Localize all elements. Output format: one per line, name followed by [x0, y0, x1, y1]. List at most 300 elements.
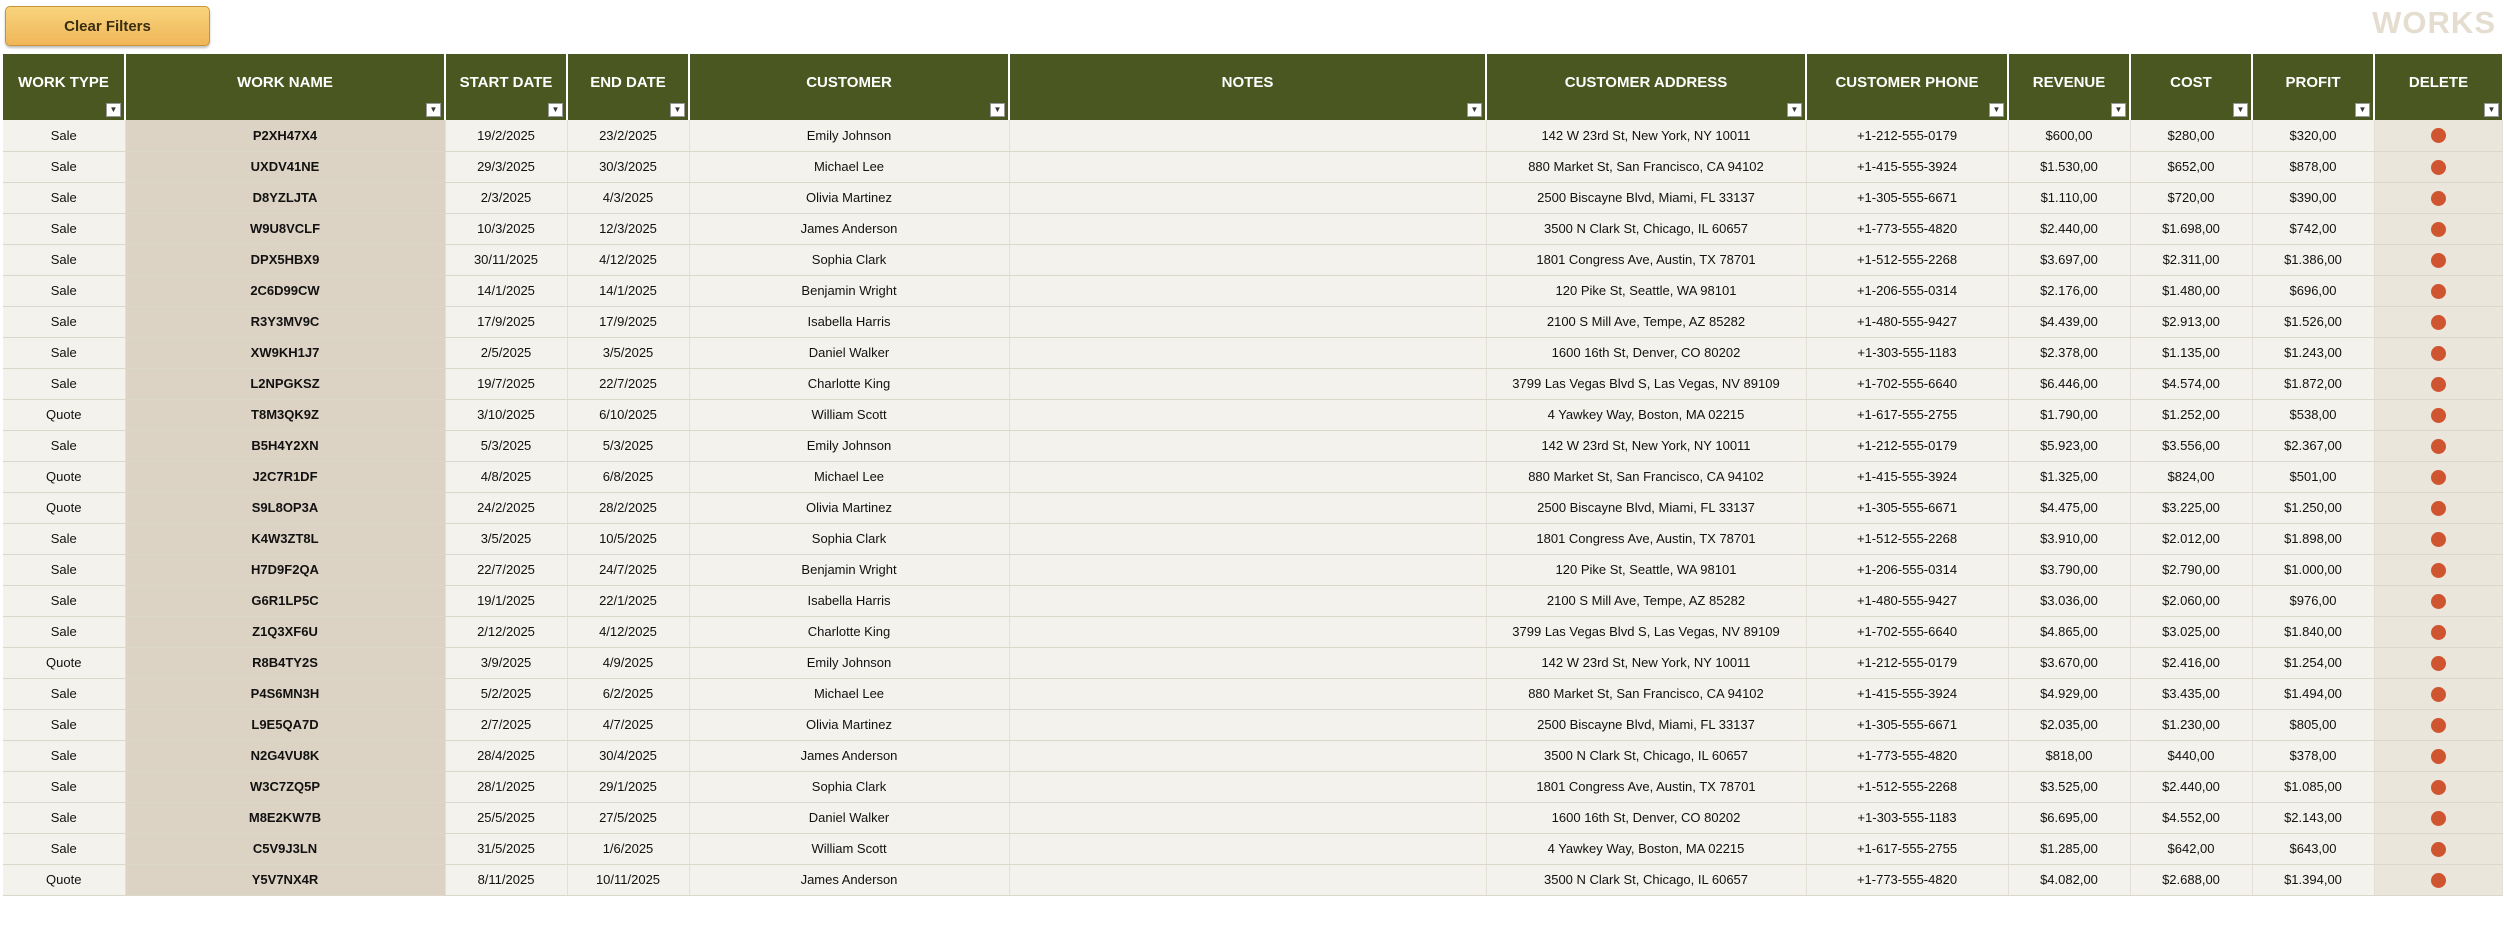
notes-cell[interactable]	[1009, 833, 1486, 864]
customer-cell[interactable]: Charlotte King	[689, 368, 1009, 399]
notes-cell[interactable]	[1009, 213, 1486, 244]
customer-phone-cell[interactable]: +1-415-555-3924	[1806, 151, 2008, 182]
revenue-cell[interactable]: $3.525,00	[2008, 771, 2130, 802]
notes-cell[interactable]	[1009, 616, 1486, 647]
cost-cell[interactable]: $2.688,00	[2130, 864, 2252, 895]
profit-cell[interactable]: $1.243,00	[2252, 337, 2374, 368]
customer-address-cell[interactable]: 1600 16th St, Denver, CO 80202	[1486, 802, 1806, 833]
customer-address-cell[interactable]: 2500 Biscayne Blvd, Miami, FL 33137	[1486, 492, 1806, 523]
customer-cell[interactable]: Daniel Walker	[689, 337, 1009, 368]
end-date-cell[interactable]: 3/5/2025	[567, 337, 689, 368]
profit-cell[interactable]: $2.367,00	[2252, 430, 2374, 461]
customer-cell[interactable]: Benjamin Wright	[689, 554, 1009, 585]
customer-cell[interactable]: Isabella Harris	[689, 585, 1009, 616]
delete-circle-icon[interactable]	[2431, 128, 2446, 143]
work-name-cell[interactable]: W9U8VCLF	[125, 213, 445, 244]
revenue-cell[interactable]: $600,00	[2008, 120, 2130, 151]
customer-phone-cell[interactable]: +1-212-555-0179	[1806, 120, 2008, 151]
customer-cell[interactable]: Michael Lee	[689, 461, 1009, 492]
dropdown-arrow-icon[interactable]: ▼	[2111, 103, 2126, 117]
table-row[interactable]	[3, 740, 2502, 771]
table-row[interactable]	[3, 802, 2502, 833]
table-row[interactable]	[3, 678, 2502, 709]
cost-cell[interactable]: $642,00	[2130, 833, 2252, 864]
cost-cell[interactable]: $2.416,00	[2130, 647, 2252, 678]
end-date-cell[interactable]: 24/7/2025	[567, 554, 689, 585]
end-date-cell[interactable]: 4/12/2025	[567, 616, 689, 647]
customer-address-cell[interactable]: 1600 16th St, Denver, CO 80202	[1486, 337, 1806, 368]
profit-cell[interactable]: $976,00	[2252, 585, 2374, 616]
dropdown-arrow-icon[interactable]: ▼	[1989, 103, 2004, 117]
revenue-cell[interactable]: $6.695,00	[2008, 802, 2130, 833]
revenue-cell[interactable]: $1.530,00	[2008, 151, 2130, 182]
customer-cell[interactable]: Emily Johnson	[689, 430, 1009, 461]
dropdown-arrow-icon[interactable]: ▼	[1787, 103, 1802, 117]
start-date-cell[interactable]: 10/3/2025	[445, 213, 567, 244]
end-date-cell[interactable]: 6/2/2025	[567, 678, 689, 709]
delete-circle-icon[interactable]	[2431, 191, 2446, 206]
start-date-cell[interactable]: 2/12/2025	[445, 616, 567, 647]
profit-cell[interactable]: $1.386,00	[2252, 244, 2374, 275]
end-date-cell[interactable]: 22/7/2025	[567, 368, 689, 399]
cost-cell[interactable]: $3.556,00	[2130, 430, 2252, 461]
revenue-cell[interactable]: $6.446,00	[2008, 368, 2130, 399]
customer-address-cell[interactable]: 3500 N Clark St, Chicago, IL 60657	[1486, 864, 1806, 895]
work-type-cell[interactable]: Sale	[3, 554, 125, 585]
work-name-cell[interactable]: UXDV41NE	[125, 151, 445, 182]
delete-circle-icon[interactable]	[2431, 439, 2446, 454]
profit-cell[interactable]: $696,00	[2252, 275, 2374, 306]
delete-circle-icon[interactable]	[2431, 315, 2446, 330]
notes-cell[interactable]	[1009, 740, 1486, 771]
customer-cell[interactable]: James Anderson	[689, 213, 1009, 244]
customer-address-cell[interactable]: 1801 Congress Ave, Austin, TX 78701	[1486, 771, 1806, 802]
table-row[interactable]	[3, 368, 2502, 399]
notes-cell[interactable]	[1009, 771, 1486, 802]
customer-cell[interactable]: Michael Lee	[689, 678, 1009, 709]
customer-cell[interactable]: William Scott	[689, 833, 1009, 864]
customer-phone-cell[interactable]: +1-212-555-0179	[1806, 430, 2008, 461]
work-name-cell[interactable]: L2NPGKSZ	[125, 368, 445, 399]
revenue-cell[interactable]: $5.923,00	[2008, 430, 2130, 461]
customer-cell[interactable]: William Scott	[689, 399, 1009, 430]
end-date-cell[interactable]: 10/11/2025	[567, 864, 689, 895]
delete-circle-icon[interactable]	[2431, 873, 2446, 888]
table-row[interactable]	[3, 275, 2502, 306]
cost-cell[interactable]: $2.440,00	[2130, 771, 2252, 802]
notes-cell[interactable]	[1009, 337, 1486, 368]
table-row[interactable]	[3, 399, 2502, 430]
cost-cell[interactable]: $440,00	[2130, 740, 2252, 771]
delete-circle-icon[interactable]	[2431, 656, 2446, 671]
table-row[interactable]	[3, 616, 2502, 647]
customer-cell[interactable]: Sophia Clark	[689, 523, 1009, 554]
table-row[interactable]	[3, 647, 2502, 678]
revenue-cell[interactable]: $1.790,00	[2008, 399, 2130, 430]
customer-phone-cell[interactable]: +1-206-555-0314	[1806, 275, 2008, 306]
work-name-cell[interactable]: J2C7R1DF	[125, 461, 445, 492]
start-date-cell[interactable]: 5/2/2025	[445, 678, 567, 709]
start-date-cell[interactable]: 25/5/2025	[445, 802, 567, 833]
table-row[interactable]	[3, 585, 2502, 616]
work-name-cell[interactable]: P4S6MN3H	[125, 678, 445, 709]
work-name-cell[interactable]: R3Y3MV9C	[125, 306, 445, 337]
table-row[interactable]	[3, 430, 2502, 461]
revenue-cell[interactable]: $1.325,00	[2008, 461, 2130, 492]
cost-cell[interactable]: $720,00	[2130, 182, 2252, 213]
dropdown-arrow-icon[interactable]: ▼	[2233, 103, 2248, 117]
dropdown-arrow-icon[interactable]: ▼	[1467, 103, 1482, 117]
delete-circle-icon[interactable]	[2431, 687, 2446, 702]
customer-cell[interactable]: James Anderson	[689, 864, 1009, 895]
profit-cell[interactable]: $1.000,00	[2252, 554, 2374, 585]
revenue-cell[interactable]: $1.285,00	[2008, 833, 2130, 864]
table-row[interactable]	[3, 523, 2502, 554]
profit-cell[interactable]: $390,00	[2252, 182, 2374, 213]
start-date-cell[interactable]: 19/1/2025	[445, 585, 567, 616]
delete-circle-icon[interactable]	[2431, 594, 2446, 609]
start-date-cell[interactable]: 4/8/2025	[445, 461, 567, 492]
notes-cell[interactable]	[1009, 244, 1486, 275]
cost-cell[interactable]: $2.913,00	[2130, 306, 2252, 337]
profit-cell[interactable]: $538,00	[2252, 399, 2374, 430]
customer-address-cell[interactable]: 142 W 23rd St, New York, NY 10011	[1486, 647, 1806, 678]
delete-circle-icon[interactable]	[2431, 222, 2446, 237]
cost-cell[interactable]: $1.135,00	[2130, 337, 2252, 368]
notes-cell[interactable]	[1009, 275, 1486, 306]
delete-circle-icon[interactable]	[2431, 470, 2446, 485]
work-type-cell[interactable]: Sale	[3, 368, 125, 399]
work-name-cell[interactable]: P2XH47X4	[125, 120, 445, 151]
revenue-cell[interactable]: $3.036,00	[2008, 585, 2130, 616]
profit-cell[interactable]: $1.254,00	[2252, 647, 2374, 678]
cost-cell[interactable]: $1.698,00	[2130, 213, 2252, 244]
profit-cell[interactable]: $1.898,00	[2252, 523, 2374, 554]
work-name-cell[interactable]: 2C6D99CW	[125, 275, 445, 306]
profit-cell[interactable]: $2.143,00	[2252, 802, 2374, 833]
delete-circle-icon[interactable]	[2431, 160, 2446, 175]
end-date-cell[interactable]: 30/3/2025	[567, 151, 689, 182]
work-type-cell[interactable]: Sale	[3, 182, 125, 213]
customer-cell[interactable]: Emily Johnson	[689, 120, 1009, 151]
customer-address-cell[interactable]: 880 Market St, San Francisco, CA 94102	[1486, 678, 1806, 709]
customer-address-cell[interactable]: 2100 S Mill Ave, Tempe, AZ 85282	[1486, 306, 1806, 337]
table-row[interactable]	[3, 151, 2502, 182]
work-name-cell[interactable]: D8YZLJTA	[125, 182, 445, 213]
customer-cell[interactable]: Michael Lee	[689, 151, 1009, 182]
table-row[interactable]	[3, 120, 2502, 151]
work-type-cell[interactable]: Sale	[3, 709, 125, 740]
table-row[interactable]	[3, 771, 2502, 802]
customer-phone-cell[interactable]: +1-512-555-2268	[1806, 771, 2008, 802]
profit-cell[interactable]: $1.085,00	[2252, 771, 2374, 802]
work-name-cell[interactable]: B5H4Y2XN	[125, 430, 445, 461]
work-name-cell[interactable]: M8E2KW7B	[125, 802, 445, 833]
cost-cell[interactable]: $2.311,00	[2130, 244, 2252, 275]
dropdown-arrow-icon[interactable]: ▼	[990, 103, 1005, 117]
revenue-cell[interactable]: $4.865,00	[2008, 616, 2130, 647]
customer-cell[interactable]: Isabella Harris	[689, 306, 1009, 337]
start-date-cell[interactable]: 3/9/2025	[445, 647, 567, 678]
work-type-cell[interactable]: Sale	[3, 306, 125, 337]
work-type-cell[interactable]: Sale	[3, 120, 125, 151]
end-date-cell[interactable]: 14/1/2025	[567, 275, 689, 306]
customer-phone-cell[interactable]: +1-415-555-3924	[1806, 678, 2008, 709]
work-type-cell[interactable]: Sale	[3, 244, 125, 275]
profit-cell[interactable]: $643,00	[2252, 833, 2374, 864]
table-row[interactable]	[3, 709, 2502, 740]
customer-address-cell[interactable]: 120 Pike St, Seattle, WA 98101	[1486, 275, 1806, 306]
customer-cell[interactable]: Olivia Martinez	[689, 709, 1009, 740]
end-date-cell[interactable]: 1/6/2025	[567, 833, 689, 864]
start-date-cell[interactable]: 14/1/2025	[445, 275, 567, 306]
start-date-cell[interactable]: 17/9/2025	[445, 306, 567, 337]
profit-cell[interactable]: $501,00	[2252, 461, 2374, 492]
start-date-cell[interactable]: 2/3/2025	[445, 182, 567, 213]
customer-address-cell[interactable]: 142 W 23rd St, New York, NY 10011	[1486, 120, 1806, 151]
end-date-cell[interactable]: 6/8/2025	[567, 461, 689, 492]
customer-address-cell[interactable]: 3500 N Clark St, Chicago, IL 60657	[1486, 740, 1806, 771]
delete-circle-icon[interactable]	[2431, 749, 2446, 764]
customer-address-cell[interactable]: 4 Yawkey Way, Boston, MA 02215	[1486, 833, 1806, 864]
revenue-cell[interactable]: $3.670,00	[2008, 647, 2130, 678]
customer-cell[interactable]: Charlotte King	[689, 616, 1009, 647]
table-row[interactable]	[3, 244, 2502, 275]
profit-cell[interactable]: $378,00	[2252, 740, 2374, 771]
delete-circle-icon[interactable]	[2431, 563, 2446, 578]
cost-cell[interactable]: $3.225,00	[2130, 492, 2252, 523]
work-type-cell[interactable]: Sale	[3, 740, 125, 771]
notes-cell[interactable]	[1009, 151, 1486, 182]
cost-cell[interactable]: $1.230,00	[2130, 709, 2252, 740]
delete-circle-icon[interactable]	[2431, 532, 2446, 547]
table-row[interactable]	[3, 213, 2502, 244]
start-date-cell[interactable]: 3/10/2025	[445, 399, 567, 430]
cost-cell[interactable]: $3.025,00	[2130, 616, 2252, 647]
notes-cell[interactable]	[1009, 120, 1486, 151]
customer-address-cell[interactable]: 3799 Las Vegas Blvd S, Las Vegas, NV 89109	[1486, 616, 1806, 647]
notes-cell[interactable]	[1009, 647, 1486, 678]
delete-circle-icon[interactable]	[2431, 284, 2446, 299]
cost-cell[interactable]: $3.435,00	[2130, 678, 2252, 709]
customer-phone-cell[interactable]: +1-303-555-1183	[1806, 802, 2008, 833]
work-type-cell[interactable]: Sale	[3, 213, 125, 244]
customer-address-cell[interactable]: 120 Pike St, Seattle, WA 98101	[1486, 554, 1806, 585]
notes-cell[interactable]	[1009, 523, 1486, 554]
revenue-cell[interactable]: $3.790,00	[2008, 554, 2130, 585]
work-name-cell[interactable]: R8B4TY2S	[125, 647, 445, 678]
start-date-cell[interactable]: 28/1/2025	[445, 771, 567, 802]
work-type-cell[interactable]: Sale	[3, 802, 125, 833]
delete-circle-icon[interactable]	[2431, 780, 2446, 795]
cost-cell[interactable]: $1.252,00	[2130, 399, 2252, 430]
profit-cell[interactable]: $1.840,00	[2252, 616, 2374, 647]
delete-circle-icon[interactable]	[2431, 346, 2446, 361]
profit-cell[interactable]: $742,00	[2252, 213, 2374, 244]
dropdown-arrow-icon[interactable]: ▼	[2484, 103, 2499, 117]
start-date-cell[interactable]: 30/11/2025	[445, 244, 567, 275]
table-row[interactable]	[3, 864, 2502, 895]
work-name-cell[interactable]: G6R1LP5C	[125, 585, 445, 616]
work-name-cell[interactable]: H7D9F2QA	[125, 554, 445, 585]
notes-cell[interactable]	[1009, 554, 1486, 585]
customer-cell[interactable]: Olivia Martinez	[689, 182, 1009, 213]
revenue-cell[interactable]: $4.929,00	[2008, 678, 2130, 709]
cost-cell[interactable]: $2.012,00	[2130, 523, 2252, 554]
customer-address-cell[interactable]: 2500 Biscayne Blvd, Miami, FL 33137	[1486, 709, 1806, 740]
revenue-cell[interactable]: $2.378,00	[2008, 337, 2130, 368]
delete-circle-icon[interactable]	[2431, 811, 2446, 826]
customer-address-cell[interactable]: 4 Yawkey Way, Boston, MA 02215	[1486, 399, 1806, 430]
customer-phone-cell[interactable]: +1-512-555-2268	[1806, 523, 2008, 554]
table-row[interactable]	[3, 833, 2502, 864]
customer-phone-cell[interactable]: +1-702-555-6640	[1806, 368, 2008, 399]
table-row[interactable]	[3, 306, 2502, 337]
work-name-cell[interactable]: W3C7ZQ5P	[125, 771, 445, 802]
work-name-cell[interactable]: L9E5QA7D	[125, 709, 445, 740]
profit-cell[interactable]: $1.250,00	[2252, 492, 2374, 523]
cost-cell[interactable]: $1.480,00	[2130, 275, 2252, 306]
dropdown-arrow-icon[interactable]: ▼	[670, 103, 685, 117]
work-type-cell[interactable]: Sale	[3, 771, 125, 802]
customer-address-cell[interactable]: 880 Market St, San Francisco, CA 94102	[1486, 151, 1806, 182]
work-type-cell[interactable]: Sale	[3, 430, 125, 461]
notes-cell[interactable]	[1009, 368, 1486, 399]
work-type-cell[interactable]: Quote	[3, 864, 125, 895]
notes-cell[interactable]	[1009, 492, 1486, 523]
revenue-cell[interactable]: $1.110,00	[2008, 182, 2130, 213]
work-type-cell[interactable]: Sale	[3, 337, 125, 368]
start-date-cell[interactable]: 5/3/2025	[445, 430, 567, 461]
work-name-cell[interactable]: Z1Q3XF6U	[125, 616, 445, 647]
profit-cell[interactable]: $805,00	[2252, 709, 2374, 740]
customer-address-cell[interactable]: 1801 Congress Ave, Austin, TX 78701	[1486, 523, 1806, 554]
end-date-cell[interactable]: 4/12/2025	[567, 244, 689, 275]
customer-phone-cell[interactable]: +1-305-555-6671	[1806, 709, 2008, 740]
cost-cell[interactable]: $4.552,00	[2130, 802, 2252, 833]
delete-circle-icon[interactable]	[2431, 408, 2446, 423]
end-date-cell[interactable]: 22/1/2025	[567, 585, 689, 616]
start-date-cell[interactable]: 2/7/2025	[445, 709, 567, 740]
customer-address-cell[interactable]: 3500 N Clark St, Chicago, IL 60657	[1486, 213, 1806, 244]
start-date-cell[interactable]: 29/3/2025	[445, 151, 567, 182]
customer-cell[interactable]: Sophia Clark	[689, 771, 1009, 802]
customer-phone-cell[interactable]: +1-773-555-4820	[1806, 213, 2008, 244]
customer-phone-cell[interactable]: +1-773-555-4820	[1806, 864, 2008, 895]
end-date-cell[interactable]: 28/2/2025	[567, 492, 689, 523]
end-date-cell[interactable]: 4/9/2025	[567, 647, 689, 678]
start-date-cell[interactable]: 2/5/2025	[445, 337, 567, 368]
revenue-cell[interactable]: $2.176,00	[2008, 275, 2130, 306]
notes-cell[interactable]	[1009, 802, 1486, 833]
cost-cell[interactable]: $280,00	[2130, 120, 2252, 151]
customer-cell[interactable]: Daniel Walker	[689, 802, 1009, 833]
revenue-cell[interactable]: $3.697,00	[2008, 244, 2130, 275]
customer-phone-cell[interactable]: +1-480-555-9427	[1806, 585, 2008, 616]
customer-cell[interactable]: Olivia Martinez	[689, 492, 1009, 523]
cost-cell[interactable]: $824,00	[2130, 461, 2252, 492]
customer-phone-cell[interactable]: +1-303-555-1183	[1806, 337, 2008, 368]
end-date-cell[interactable]: 23/2/2025	[567, 120, 689, 151]
delete-circle-icon[interactable]	[2431, 377, 2446, 392]
work-type-cell[interactable]: Quote	[3, 461, 125, 492]
work-type-cell[interactable]: Sale	[3, 523, 125, 554]
work-type-cell[interactable]: Sale	[3, 678, 125, 709]
work-type-cell[interactable]: Sale	[3, 585, 125, 616]
delete-circle-icon[interactable]	[2431, 718, 2446, 733]
revenue-cell[interactable]: $4.439,00	[2008, 306, 2130, 337]
end-date-cell[interactable]: 10/5/2025	[567, 523, 689, 554]
customer-address-cell[interactable]: 142 W 23rd St, New York, NY 10011	[1486, 430, 1806, 461]
profit-cell[interactable]: $1.526,00	[2252, 306, 2374, 337]
start-date-cell[interactable]: 8/11/2025	[445, 864, 567, 895]
work-name-cell[interactable]: Y5V7NX4R	[125, 864, 445, 895]
end-date-cell[interactable]: 17/9/2025	[567, 306, 689, 337]
work-name-cell[interactable]: K4W3ZT8L	[125, 523, 445, 554]
end-date-cell[interactable]: 4/3/2025	[567, 182, 689, 213]
start-date-cell[interactable]: 31/5/2025	[445, 833, 567, 864]
table-row[interactable]	[3, 182, 2502, 213]
customer-address-cell[interactable]: 2500 Biscayne Blvd, Miami, FL 33137	[1486, 182, 1806, 213]
work-name-cell[interactable]: XW9KH1J7	[125, 337, 445, 368]
profit-cell[interactable]: $1.394,00	[2252, 864, 2374, 895]
work-type-cell[interactable]: Quote	[3, 492, 125, 523]
customer-phone-cell[interactable]: +1-305-555-6671	[1806, 182, 2008, 213]
notes-cell[interactable]	[1009, 461, 1486, 492]
clear-filters-button[interactable]: Clear Filters	[5, 6, 210, 46]
notes-cell[interactable]	[1009, 306, 1486, 337]
customer-phone-cell[interactable]: +1-617-555-2755	[1806, 833, 2008, 864]
cost-cell[interactable]: $652,00	[2130, 151, 2252, 182]
start-date-cell[interactable]: 3/5/2025	[445, 523, 567, 554]
work-type-cell[interactable]: Sale	[3, 616, 125, 647]
revenue-cell[interactable]: $3.910,00	[2008, 523, 2130, 554]
work-type-cell[interactable]: Sale	[3, 833, 125, 864]
table-row[interactable]	[3, 492, 2502, 523]
profit-cell[interactable]: $1.872,00	[2252, 368, 2374, 399]
dropdown-arrow-icon[interactable]: ▼	[426, 103, 441, 117]
customer-phone-cell[interactable]: +1-702-555-6640	[1806, 616, 2008, 647]
cost-cell[interactable]: $2.060,00	[2130, 585, 2252, 616]
start-date-cell[interactable]: 19/7/2025	[445, 368, 567, 399]
dropdown-arrow-icon[interactable]: ▼	[2355, 103, 2370, 117]
customer-address-cell[interactable]: 2100 S Mill Ave, Tempe, AZ 85282	[1486, 585, 1806, 616]
end-date-cell[interactable]: 29/1/2025	[567, 771, 689, 802]
dropdown-arrow-icon[interactable]: ▼	[106, 103, 121, 117]
customer-phone-cell[interactable]: +1-512-555-2268	[1806, 244, 2008, 275]
start-date-cell[interactable]: 22/7/2025	[445, 554, 567, 585]
revenue-cell[interactable]: $2.035,00	[2008, 709, 2130, 740]
notes-cell[interactable]	[1009, 678, 1486, 709]
start-date-cell[interactable]: 19/2/2025	[445, 120, 567, 151]
work-type-cell[interactable]: Quote	[3, 647, 125, 678]
customer-phone-cell[interactable]: +1-773-555-4820	[1806, 740, 2008, 771]
customer-address-cell[interactable]: 880 Market St, San Francisco, CA 94102	[1486, 461, 1806, 492]
revenue-cell[interactable]: $2.440,00	[2008, 213, 2130, 244]
revenue-cell[interactable]: $4.082,00	[2008, 864, 2130, 895]
end-date-cell[interactable]: 6/10/2025	[567, 399, 689, 430]
table-row[interactable]	[3, 554, 2502, 585]
dropdown-arrow-icon[interactable]: ▼	[548, 103, 563, 117]
table-row[interactable]	[3, 461, 2502, 492]
work-name-cell[interactable]: N2G4VU8K	[125, 740, 445, 771]
end-date-cell[interactable]: 5/3/2025	[567, 430, 689, 461]
notes-cell[interactable]	[1009, 399, 1486, 430]
work-type-cell[interactable]: Quote	[3, 399, 125, 430]
work-name-cell[interactable]: C5V9J3LN	[125, 833, 445, 864]
profit-cell[interactable]: $1.494,00	[2252, 678, 2374, 709]
work-name-cell[interactable]: T8M3QK9Z	[125, 399, 445, 430]
